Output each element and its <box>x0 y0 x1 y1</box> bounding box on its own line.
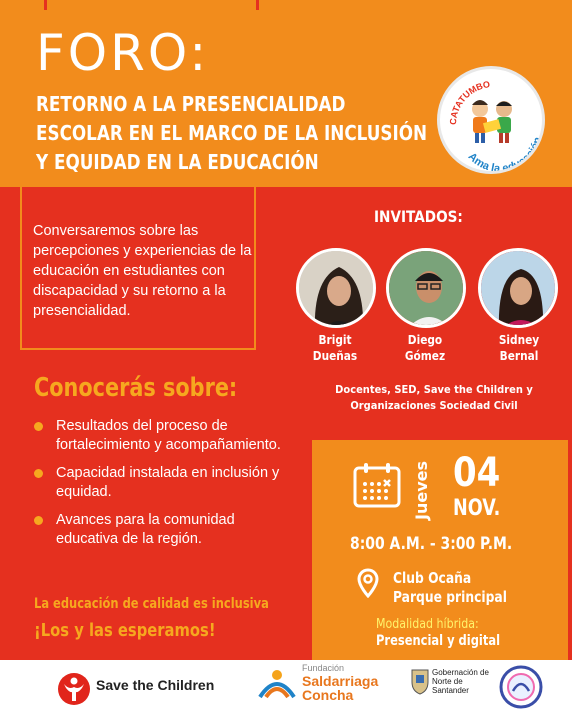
topics-list <box>34 417 294 558</box>
sed-circle-logo <box>499 665 543 709</box>
event-place-detail: Parque principal <box>393 588 507 606</box>
save-the-children-logo-text: Save the Children <box>96 677 215 693</box>
guest-photo-sidney <box>478 248 558 328</box>
fundacion-name-line2: Concha <box>302 687 354 703</box>
event-place-name: Club Ocaña <box>393 569 472 587</box>
fundacion-name-line1: Saldarriaga <box>302 673 379 689</box>
event-time: 8:00 A.M. - 3:00 P.M. <box>350 534 513 554</box>
guest-name-sidney: Sidney Bernal <box>498 333 540 363</box>
list-item: Avances para la comunidad educativa de la región. <box>34 511 294 549</box>
logo-bottom-text: Ama la educación <box>465 135 545 175</box>
guest-photo-brigit <box>296 248 376 328</box>
logo-top-text: CATATUMBO <box>447 79 491 126</box>
closing-invite: ¡Los y las esperamos! <box>34 620 216 641</box>
bullet-icon <box>34 516 43 525</box>
subtitle-line: RETORNO A LA PRESENCIALIDAD <box>36 92 346 116</box>
gobernacion-logo-text: Gobernación de Norte de Santander <box>432 668 489 695</box>
list-item: Capacidad instalada en inclusión y equidad. <box>34 464 294 502</box>
intro-text: Conversaremos sobre las percepciones y experiencias de la educación en estudiantes con discapacidad y su retorno a la presencialidad. <box>33 223 252 319</box>
topics-title: Conocerás sobre: <box>34 373 238 403</box>
event-mode-value: Presencial y digital <box>376 633 501 649</box>
subtitle-line: Y EQUIDAD EN LA EDUCACIÓN <box>36 150 319 174</box>
bullet-icon <box>34 422 43 431</box>
fundacion-saldarriaga-logo-icon <box>256 667 298 701</box>
save-the-children-logo-icon <box>57 672 91 706</box>
guest-name-brigit: Brigit Dueñas <box>312 333 358 363</box>
fundacion-label: Fundación <box>302 663 345 673</box>
calendar-icon <box>352 460 402 510</box>
decor-tick <box>44 0 47 10</box>
gobernacion-shield-icon <box>410 667 430 695</box>
guest-photo-diego <box>386 248 466 328</box>
subtitle-line: ESCOLAR EN EL MARCO DE LA INCLUSIÓN <box>36 121 428 145</box>
location-pin-icon <box>357 568 379 598</box>
event-month: NOV. <box>453 496 501 521</box>
page-title: FORO: <box>36 24 210 82</box>
event-mode-label: Modalidad híbrida: <box>376 617 479 632</box>
catatumbo-logo <box>437 66 545 174</box>
guest-name-diego: Diego Gómez <box>404 333 446 363</box>
guests-title: INVITADOS: <box>374 207 463 226</box>
closing-tagline: La educación de calidad es inclusiva <box>34 596 269 612</box>
event-day: 04 <box>453 450 501 496</box>
list-item: Resultados del proceso de fortalecimiento y acompañamiento. <box>34 417 294 455</box>
page-subtitle <box>36 90 427 177</box>
event-weekday: Jueves <box>412 461 431 520</box>
guests-organizations: Docentes, SED, Save the Children y Organizaciones Sociedad Civil <box>335 383 533 412</box>
decor-tick <box>256 0 259 10</box>
bullet-icon <box>34 469 43 478</box>
